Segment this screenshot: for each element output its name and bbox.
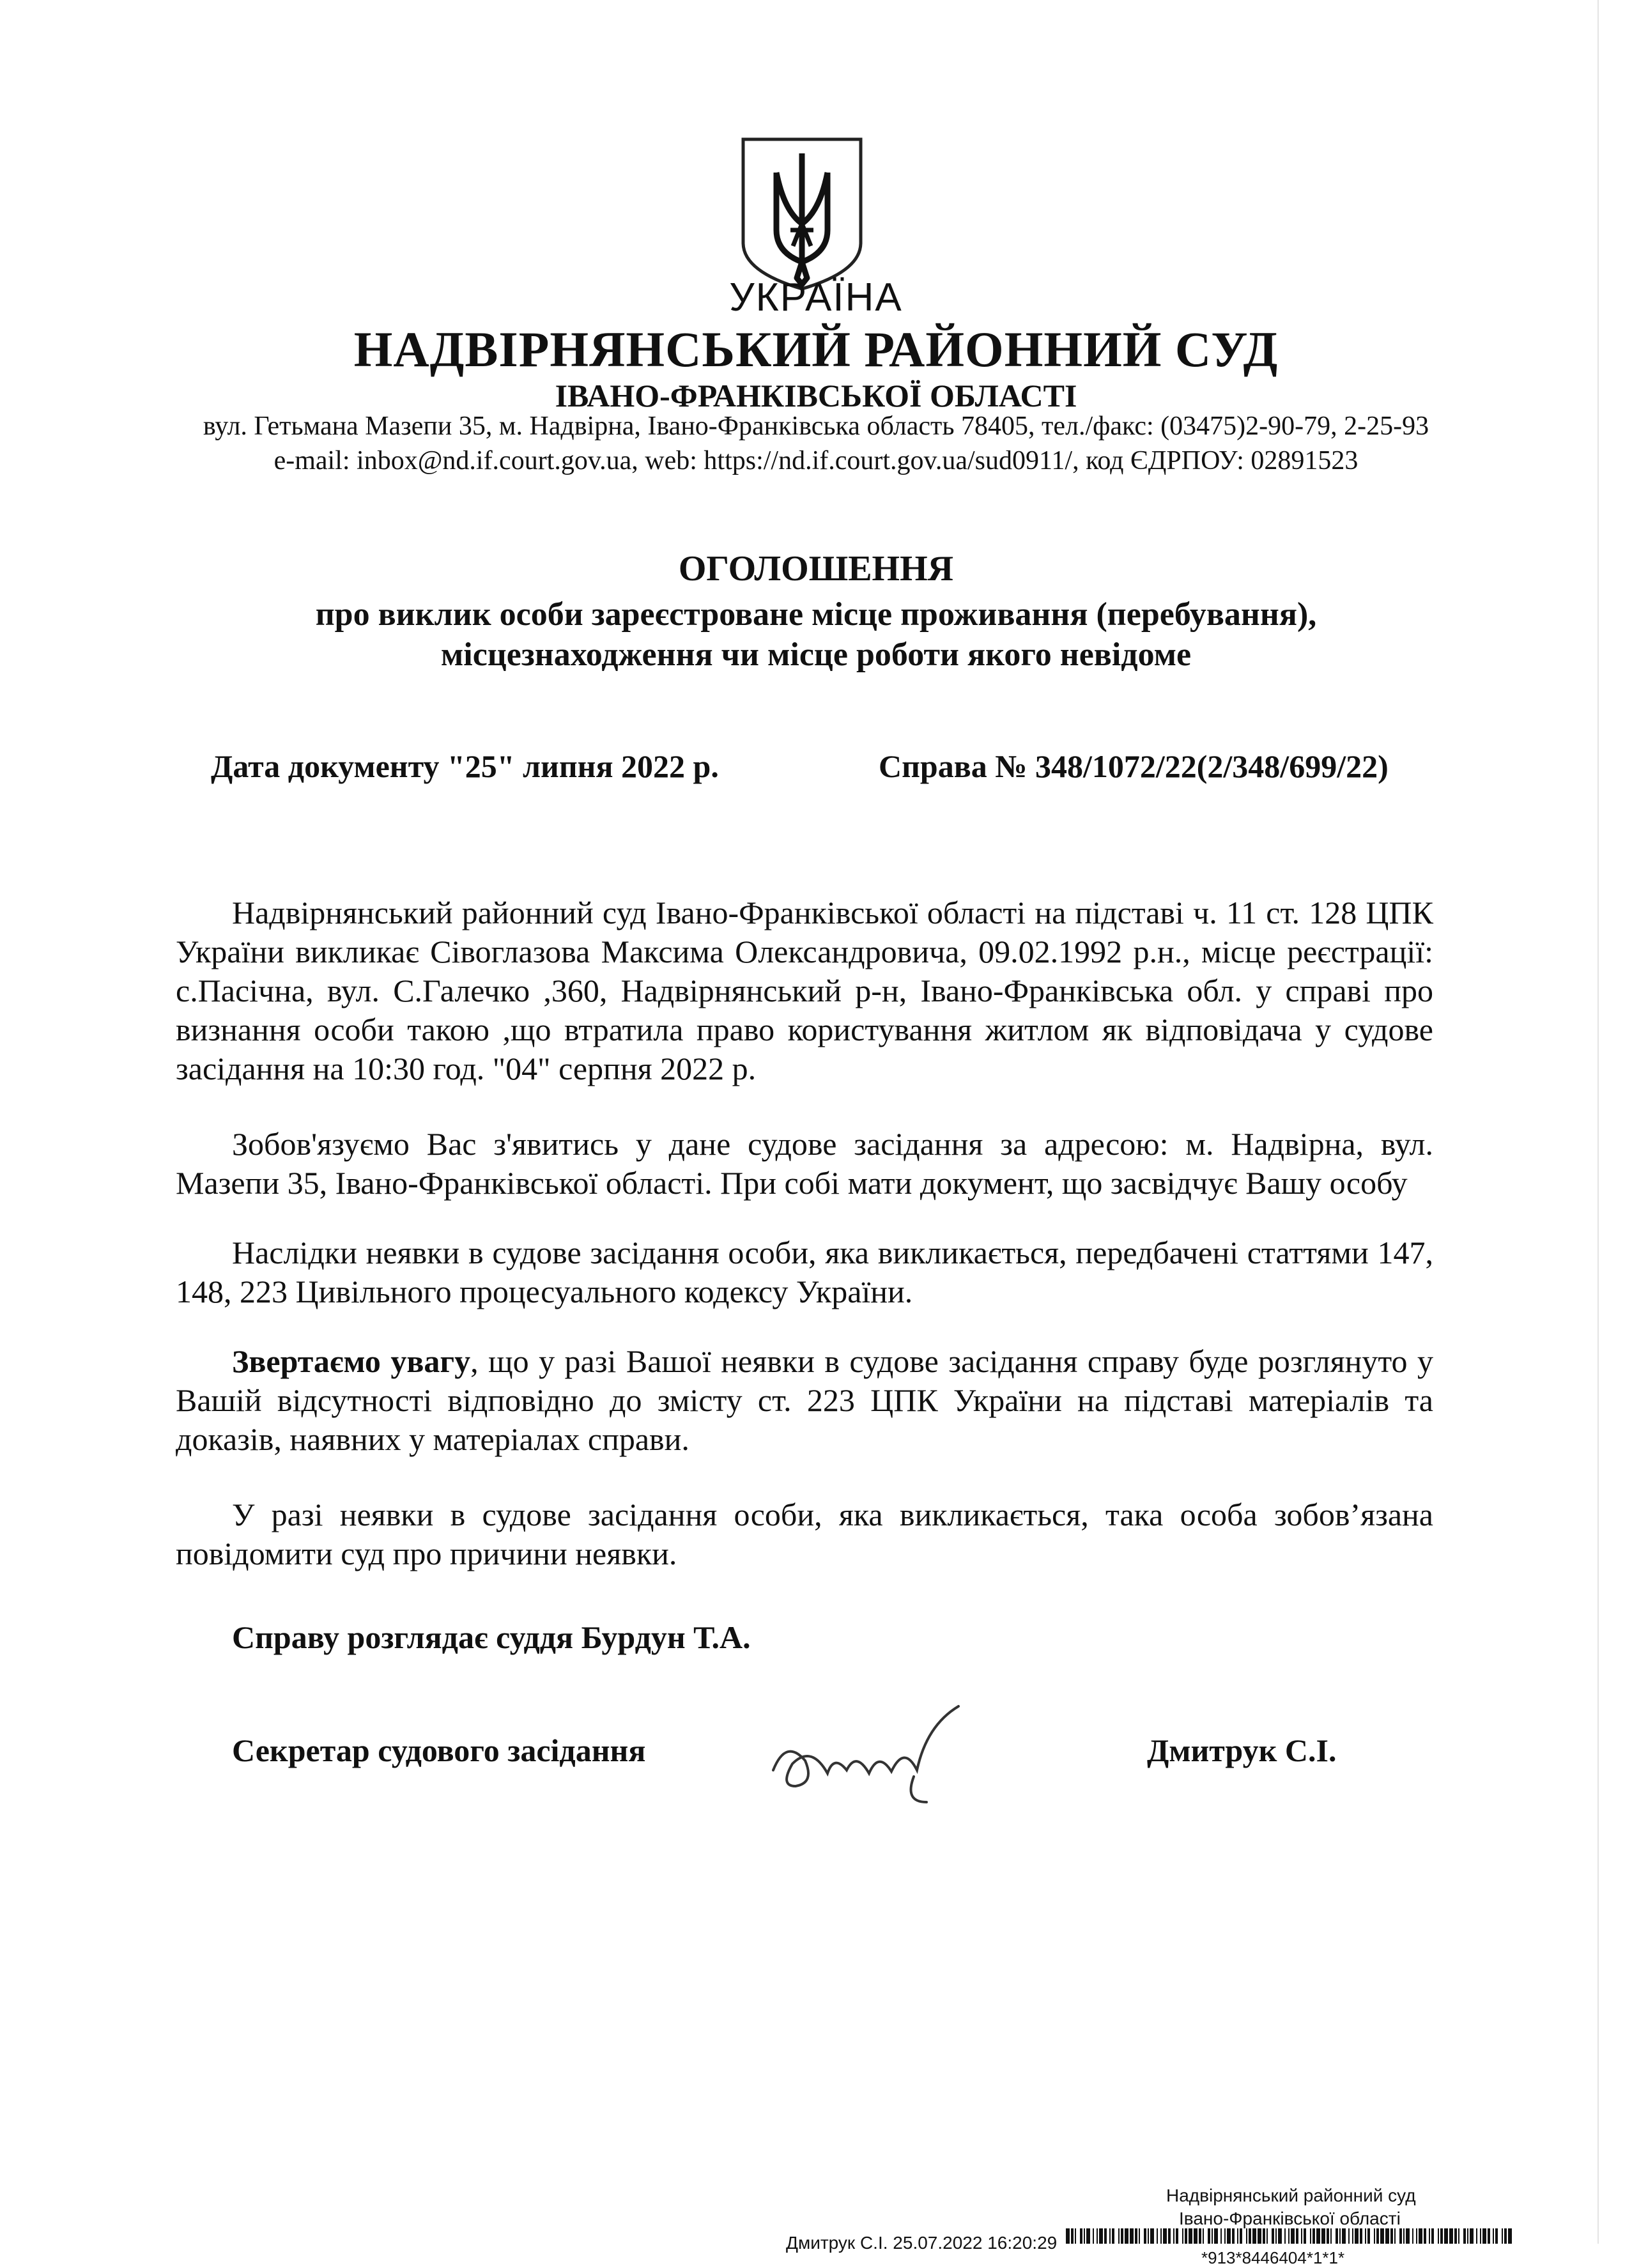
document-date: Дата документу "25" липня 2022 р.: [211, 748, 719, 784]
court-address: вул. Гетьмана Мазепи 35, м. Надвірна, Івано-Франківська область 78405, тел./факс: (03475)2-90-79, 2-25-93: [203, 412, 1429, 441]
body-paragraph-summons: Надвірнянський районний суд Івано-Франківської області на підставі ч. 11 ст. 128 ЦПК України викликає Сівоглазова Максима Олександровича, 09.02.1992 р.н., місце реєстрації: с.Пасічна, вул. С.Галечко ,360, Надвірнянський р-н, Івано-Франківська обл. у справі про визнання особи такою ,що втратила право користування житлом як відповідача у судове засідання на 10:30 год. "04" серпня 2022 р.: [176, 895, 1433, 1086]
country-name: УКРАЇНА: [729, 275, 903, 320]
body-paragraph-notify: У разі неявки в судове засідання особи, яка викликається, така особа зобов’язана повідомити суд про причини неявки.: [176, 1497, 1433, 1571]
stamp-signed-by: Дмитрук С.І. 25.07.2022 16:20:29: [786, 2233, 1058, 2253]
announcement-subtitle-line2: місцезнаходження чи місце роботи якого невідоме: [440, 636, 1192, 673]
case-number: Справа № 348/1072/22(2/348/699/22): [879, 748, 1389, 784]
coat-of-arms-icon: [738, 134, 866, 294]
stamp-court-name: Надвірнянський районний суд: [1166, 2186, 1416, 2205]
secretary-name: Дмитрук С.І.: [1147, 1732, 1337, 1768]
body-paragraph-attention: [176, 1342, 1433, 1459]
court-contacts: e-mail: inbox@nd.if.court.gov.ua, web: https://nd.if.court.gov.ua/sud0911/, код ЄДРПОУ: 02891523: [273, 446, 1359, 475]
handwritten-signature: [767, 1700, 984, 1809]
court-region: ІВАНО-ФРАНКІВСЬКОЇ ОБЛАСТІ: [555, 378, 1077, 413]
announcement-title: ОГОЛОШЕННЯ: [678, 549, 954, 589]
stamp-court-region: Івано-Франківської області: [1179, 2209, 1401, 2228]
barcode-number: *913*8446404*1*1*: [1201, 2248, 1345, 2267]
attention-emphasis: Звертаємо увагу: [232, 1343, 471, 1379]
body-paragraph-appearance: Зобов'язуємо Вас з'явитись у дане судове засідання за адресою: м. Надвірна, вул. Мазепи 35, Івано-Франківської області. При собі мати документ, що засвідчує Вашу особу: [176, 1126, 1433, 1201]
announcement-subtitle-line1: про виклик особи зареєстроване місце проживання (перебування),: [315, 596, 1317, 633]
judge-line: Справу розглядає суддя Бурдун Т.А.: [232, 1619, 751, 1655]
court-name: НАДВІРНЯНСЬКИЙ РАЙОННИЙ СУД: [353, 321, 1279, 377]
body-paragraph-consequences: Наслідки неявки в судове засідання особи, яка викликається, передбачені статтями 147, 148, 223 Цивільного процесуального кодексу України.: [176, 1235, 1433, 1309]
attention-text: , що у разі Вашої неявки в судове засідання справу буде розглянуто у Вашій відсутності відповідно до змісту ст. 223 ЦПК України на підставі матеріалів та доказів, наявних у матеріалах справи.: [176, 1343, 1434, 1457]
secretary-title: Секретар судового засідання: [232, 1732, 646, 1768]
barcode: [1066, 2228, 1513, 2244]
